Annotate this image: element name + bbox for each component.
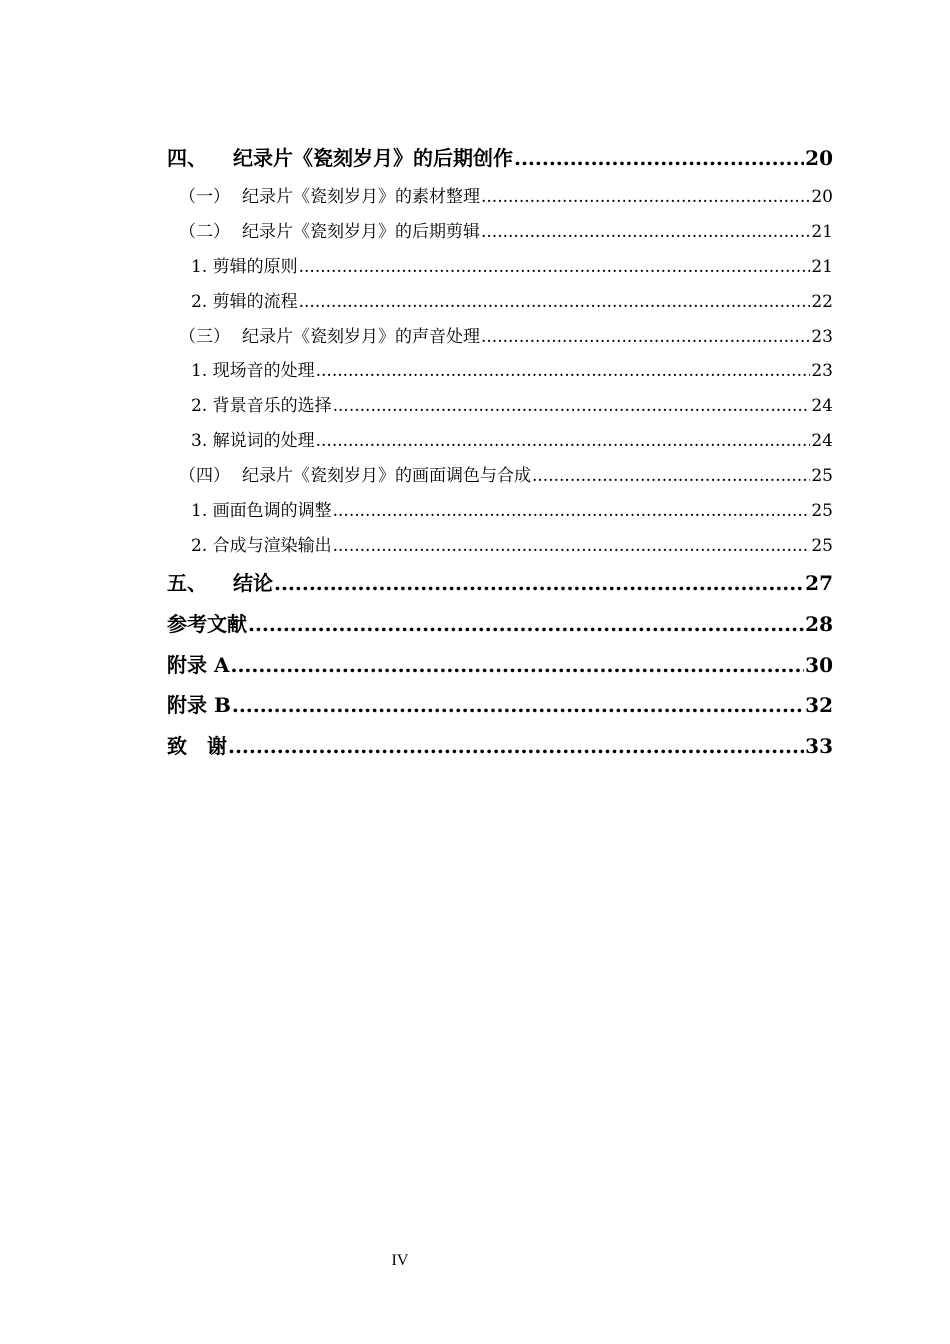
toc-entry-title (179, 185, 480, 209)
toc-entry-title: 1. 现场音的处理 (191, 361, 315, 381)
toc-entry-title: 致 谢 (167, 734, 227, 758)
toc-entry-appendix-a[interactable] (167, 652, 833, 678)
toc-entry-title (167, 570, 273, 596)
toc-dot-leader (228, 733, 804, 759)
toc-entry-prefix: （二） (179, 222, 230, 242)
toc-dot-leader (481, 185, 810, 209)
toc-entry-references[interactable] (167, 611, 833, 637)
toc-entry-section-4-1[interactable] (179, 185, 833, 209)
toc-entry-title-text: 纪录片《瓷刻岁月》的后期剪辑 (242, 222, 480, 242)
toc-entry-title: 2. 背景音乐的选择 (191, 396, 332, 416)
toc-entry-title: 1. 剪辑的原则 (191, 257, 298, 277)
toc-entry-title: 附录 B (167, 693, 231, 717)
toc-entry-title: 参考文献 (167, 612, 247, 636)
toc-entry-item[interactable] (191, 394, 833, 418)
toc-entry-title-text: 纪录片《瓷刻岁月》的画面调色与合成 (242, 466, 531, 486)
toc-entry-page: 28 (805, 612, 833, 636)
toc-entry-title-text: 纪录片《瓷刻岁月》的后期创作 (233, 146, 513, 170)
toc-entry-page: 24 (811, 396, 833, 416)
toc-entry-page: 20 (811, 187, 833, 207)
toc-entry-page: 22 (811, 292, 833, 312)
toc-dot-leader (232, 692, 804, 718)
toc-entry-item[interactable] (191, 499, 833, 523)
toc-entry-title-text: 纪录片《瓷刻岁月》的素材整理 (242, 187, 480, 207)
toc-entry-page: 21 (811, 257, 833, 277)
toc-dot-leader (299, 290, 811, 314)
toc-entry-title: 附录 A (167, 653, 230, 677)
toc-entry-item[interactable] (191, 534, 833, 558)
toc-entry-title-text: 结论 (233, 571, 273, 595)
toc-entry-appendix-b[interactable] (167, 692, 833, 718)
toc-entry-title: 2. 合成与渲染输出 (191, 536, 332, 556)
toc-entry-prefix: （一） (179, 187, 230, 207)
toc-entry-section-4-2[interactable] (179, 220, 833, 244)
toc-entry-item[interactable] (191, 429, 833, 453)
toc-dot-leader (532, 464, 810, 488)
toc-entry-page: 25 (811, 536, 833, 556)
toc-entry-page: 23 (811, 327, 833, 347)
toc-entry-title: 3. 解说词的处理 (191, 431, 315, 451)
toc-dot-leader (248, 611, 804, 637)
toc-dot-leader (333, 394, 811, 418)
toc-entry-page: 27 (805, 571, 833, 595)
toc-entry-prefix: 四、 (167, 146, 207, 170)
toc-entry-page: 23 (811, 361, 833, 381)
toc-dot-leader (274, 570, 804, 596)
page-number: IV (391, 1252, 409, 1269)
toc-entry-item[interactable] (191, 359, 833, 383)
toc-entry-page: 24 (811, 431, 833, 451)
toc-entry-title (179, 464, 531, 488)
toc-entry-page: 20 (805, 146, 833, 170)
toc-entry-page: 21 (811, 222, 833, 242)
toc-entry-title (179, 325, 480, 349)
toc-dot-leader (481, 220, 810, 244)
toc-entry-prefix: 五、 (167, 571, 207, 595)
toc-entry-title (167, 145, 513, 171)
toc-entry-section-4-3[interactable] (179, 325, 833, 349)
toc-entry-title: 2. 剪辑的流程 (191, 292, 298, 312)
toc-entry-chapter-4[interactable] (167, 145, 833, 171)
toc-dot-leader (333, 499, 811, 523)
toc-entry-title: 1. 画面色调的调整 (191, 501, 332, 521)
toc-entry-page: 30 (805, 653, 833, 677)
toc-entry-page: 25 (811, 501, 833, 521)
toc-entry-prefix: （四） (179, 466, 230, 486)
toc-dot-leader (333, 534, 811, 558)
toc-entry-prefix: （三） (179, 327, 230, 347)
toc-entry-page: 25 (811, 466, 833, 486)
toc-entry-section-4-4[interactable] (179, 464, 833, 488)
toc-entry-title-text: 纪录片《瓷刻岁月》的声音处理 (242, 327, 480, 347)
toc-dot-leader (514, 145, 804, 171)
toc-dot-leader (316, 429, 811, 453)
toc-entry-page: 33 (805, 734, 833, 758)
toc-dot-leader (299, 255, 811, 279)
toc-dot-leader (230, 652, 804, 678)
toc-dot-leader (316, 359, 811, 383)
toc-entry-item[interactable] (191, 255, 833, 279)
toc-entry-chapter-5[interactable] (167, 570, 833, 596)
toc-entry-item[interactable] (191, 290, 833, 314)
toc-entry-title (179, 220, 480, 244)
toc-dot-leader (481, 325, 810, 349)
toc-entry-acknowledgements[interactable] (167, 733, 833, 759)
toc-entry-page: 32 (805, 693, 833, 717)
